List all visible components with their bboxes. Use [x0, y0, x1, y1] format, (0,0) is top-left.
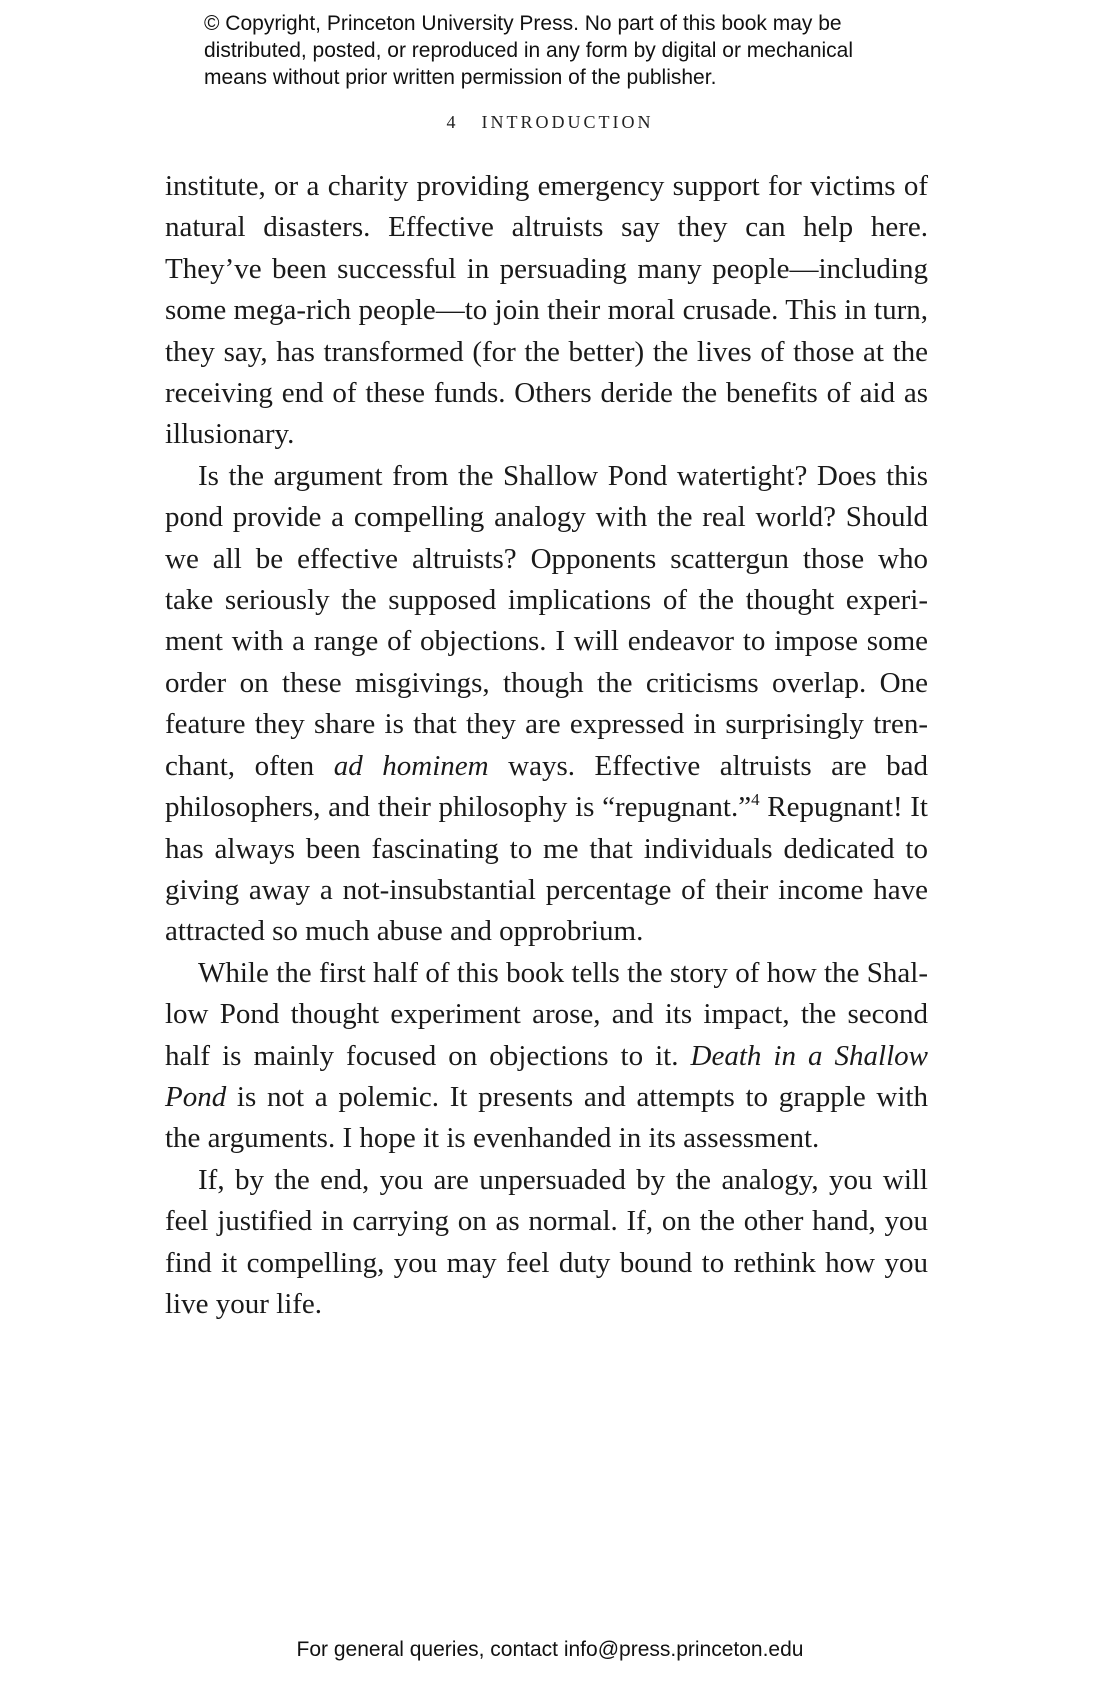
- paragraph-2-text-a: Is the argument from the Shallow Pond watertight? Does this pond provide a compelling analogy with the real world? Should we all be effective altruists? Opponents scattergun those who take seriously the supposed implications of the thought experiment with a range of objections. I will endeavor to impose some order on these misgivings, though the criticisms overlap. One feature they share is that they are expressed in surprisingly trenchant, often: [165, 459, 928, 782]
- section-title: INTRODUCTION: [481, 112, 654, 132]
- copyright-line-2: distributed, posted, or reproduced in any form by digital or mechanical: [204, 39, 854, 62]
- paragraph-4: If, by the end, you are unpersuaded by the analogy, you will feel justified in carrying on as normal. If, on the other hand, you find it compelling, you may feel duty bound to rethink how you live your life.: [165, 1163, 928, 1320]
- paragraph-2-text-b: ways. Effective altruists are bad philosophers, and their philosophy is “repugnant.”: [165, 749, 928, 824]
- copyright-notice: [204, 10, 924, 91]
- copyright-line-1: © Copyright, Princeton University Press. No part of this book may be: [204, 12, 842, 35]
- paragraph-2-text-c: Repugnant! It has always been fascinating to me that individuals dedicated to giving away a not-insubstantial percentage of their income have attracted so much abuse and opprobrium.: [165, 791, 928, 948]
- contact-footer: For general queries, contact info@press.princeton.edu: [296, 1638, 804, 1661]
- paragraph-3-text-b: is not a polemic. It presents and attempts to grapple with the arguments. I hope it is evenhanded in its assessment.: [165, 1080, 928, 1155]
- body-text: [165, 166, 928, 1325]
- paragraph-1: institute, or a charity providing emergency support for victims of natural disasters. Effective altruists say they can help here. They’ve been successful in persuading many people—including some mega-rich people—to join their moral crusade. This in turn, they say, has transformed (for the better) the lives of those at the receiving end of these funds. Others deride the benefits of aid as illusionary.: [165, 170, 928, 451]
- paragraph-3-text-a: While the first half of this book tells the story of how the Shallow Pond thought experiment arose, and its impact, the second half is mainly focused on objections to it.: [165, 956, 928, 1072]
- book-title-italic: Death in a Shallow Pond: [165, 1039, 929, 1113]
- paragraph-2: [165, 456, 928, 953]
- paragraph-2-italic: ad hominem: [333, 749, 489, 782]
- running-head: [0, 112, 1100, 133]
- copyright-line-3: means without prior written permission of the publisher.: [204, 66, 717, 89]
- footnote-marker[interactable]: 4: [751, 790, 760, 810]
- paragraph-3: [165, 953, 928, 1160]
- page-number: 4: [446, 112, 456, 132]
